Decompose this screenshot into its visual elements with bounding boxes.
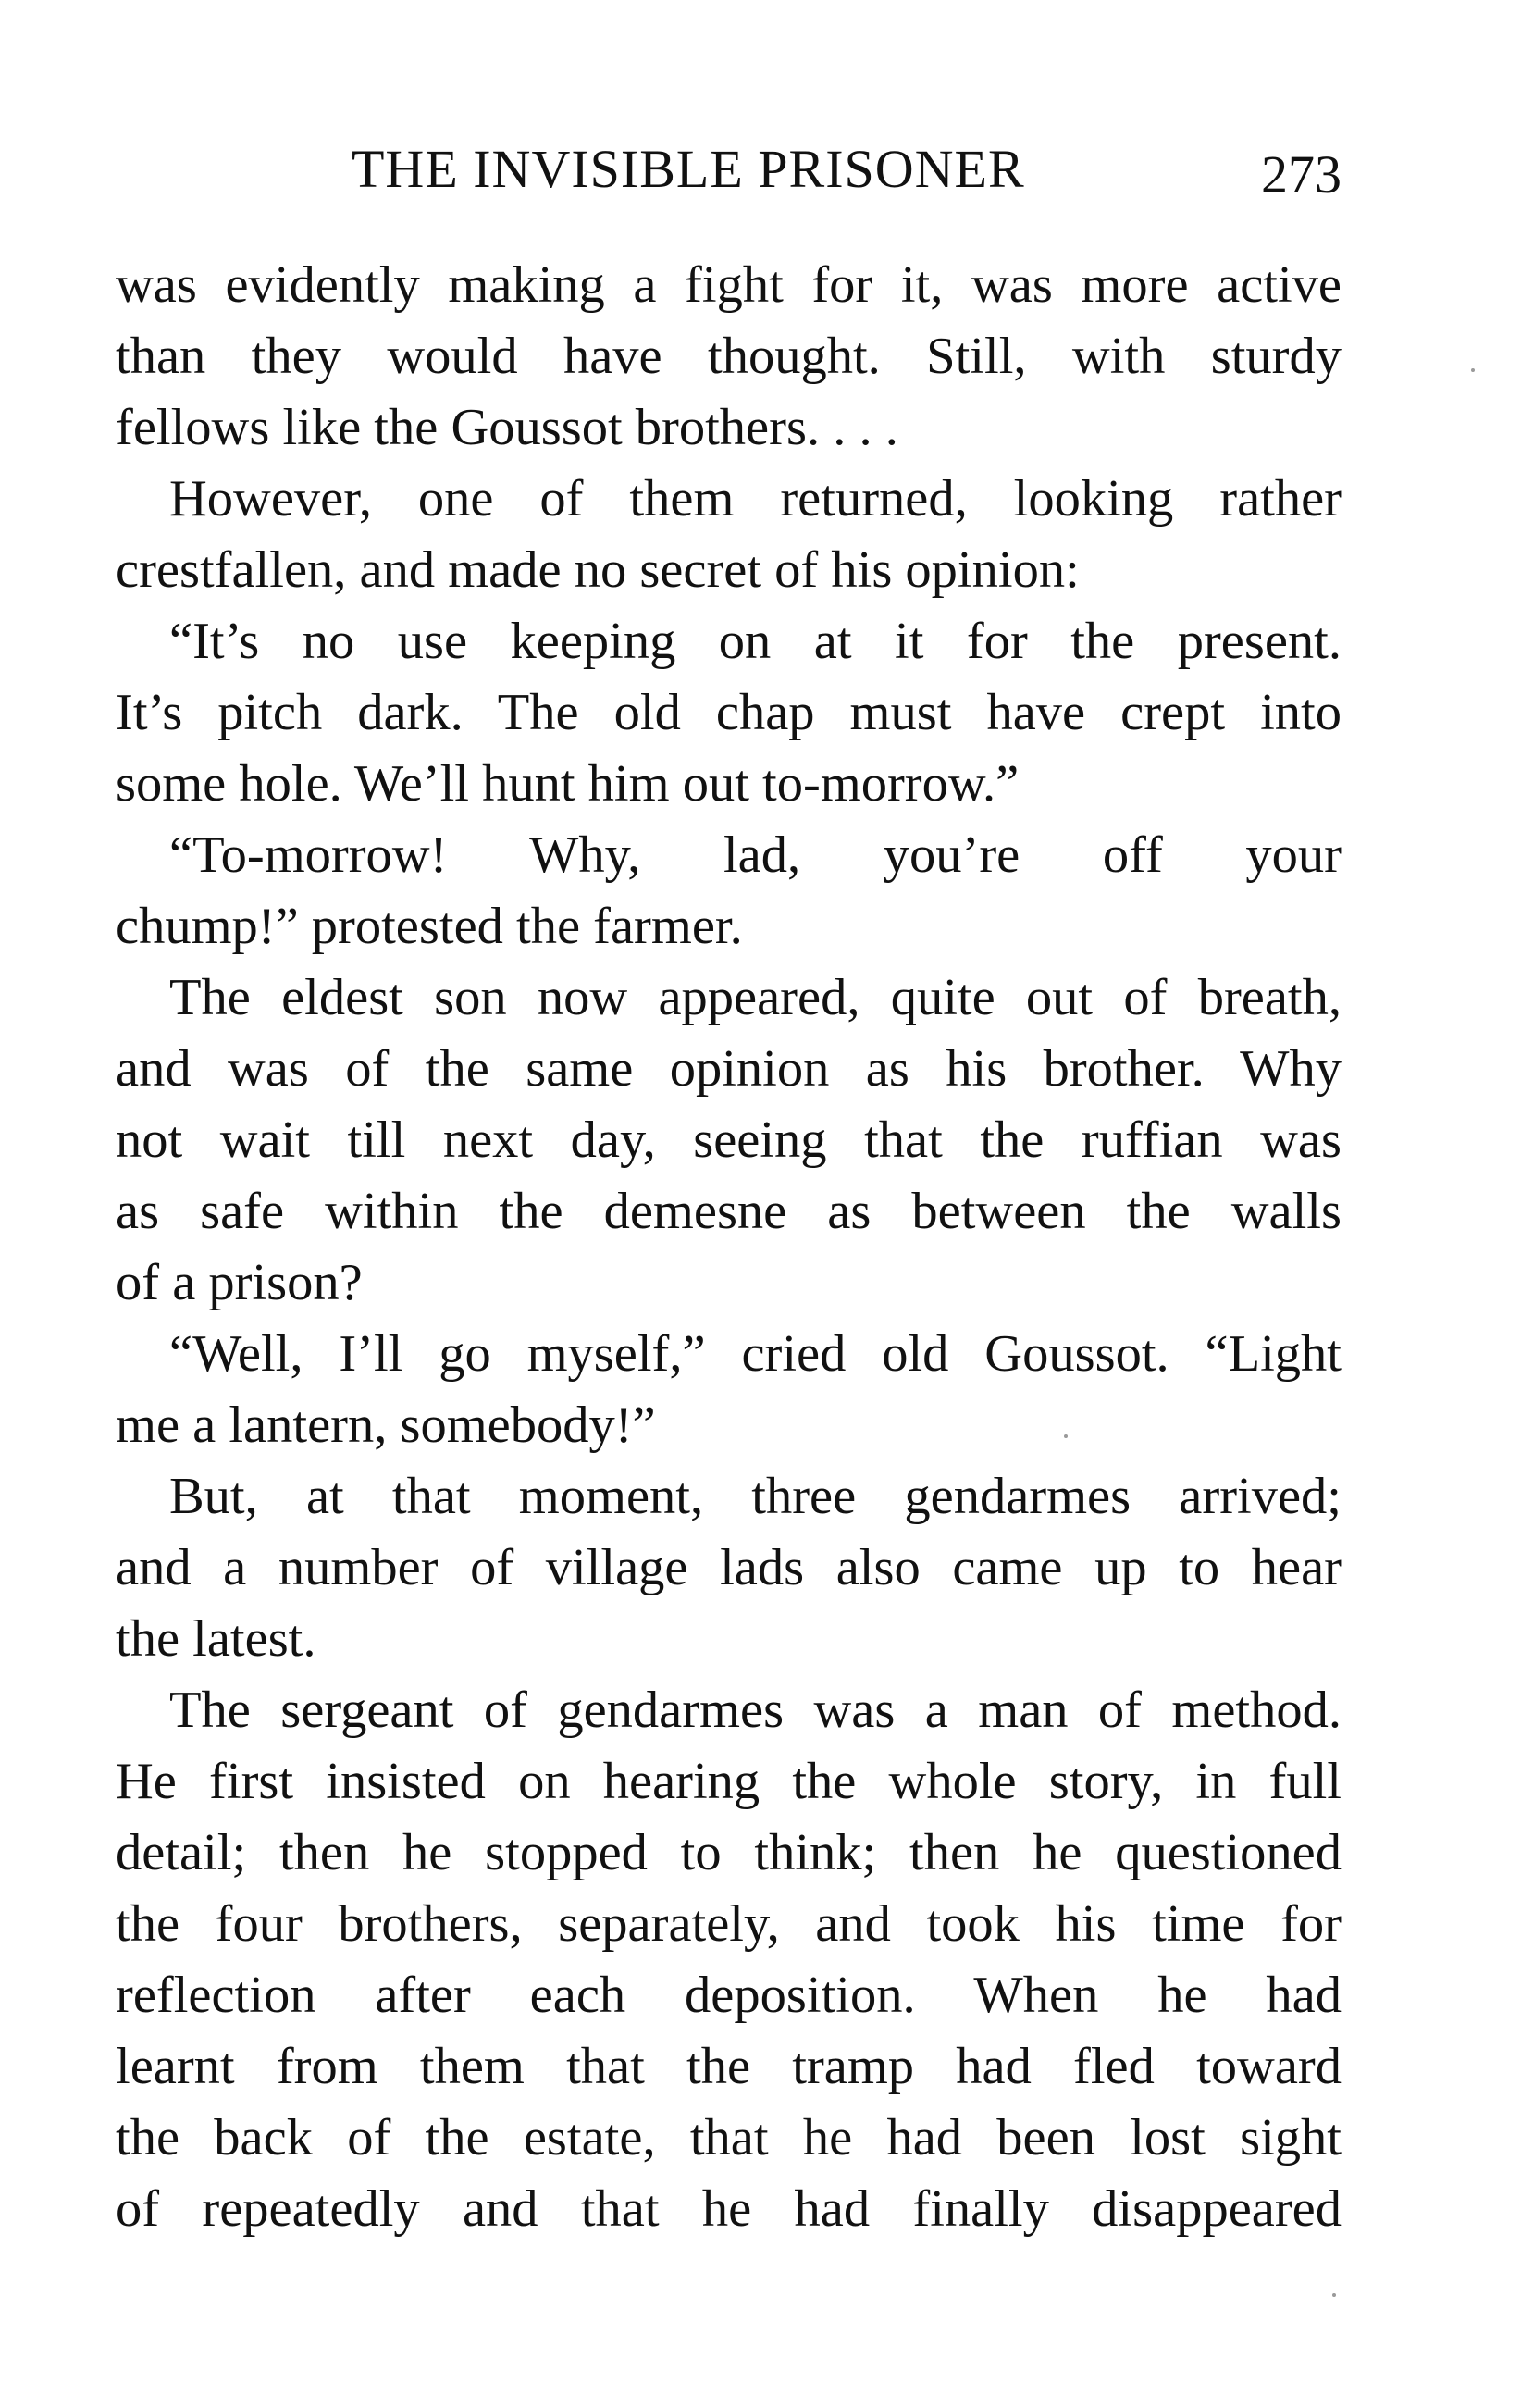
- text-line: The sergeant of gendarmes was a man of method.: [169, 1682, 1342, 1739]
- text-line: not wait till next day, seeing that the ruffian was: [116, 1111, 1342, 1169]
- paper-speck: [1064, 1434, 1068, 1438]
- text-line: was evidently making a fight for it, was more active: [116, 256, 1342, 314]
- text-line: chump!” protested the farmer.: [116, 898, 743, 955]
- text-line: crestfallen, and made no secret of his opinion:: [116, 541, 1080, 599]
- text-line: fellows like the Goussot brothers. . . .: [116, 399, 898, 456]
- paper-speck: [1471, 368, 1475, 372]
- text-line: of a prison?: [116, 1254, 363, 1311]
- running-head: [116, 137, 1342, 211]
- body-text: [116, 250, 1342, 2245]
- text-line: than they would have thought. Still, with sturdy: [116, 328, 1342, 385]
- text-line: some hole. We’ll hunt him out to-morrow.”: [116, 755, 1020, 813]
- text-line: and was of the same opinion as his brother. Why: [116, 1040, 1342, 1098]
- text-line: detail; then he stopped to think; then he questioned: [116, 1824, 1342, 1881]
- text-line: But, at that moment, three gendarmes arrived;: [169, 1468, 1342, 1525]
- text-line: learnt from them that the tramp had fled toward: [116, 2038, 1342, 2095]
- text-line: However, one of them returned, looking rather: [169, 470, 1342, 528]
- text-line: “Well, I’ll go myself,” cried old Goussot. “Light: [169, 1325, 1342, 1383]
- text-line: He first insisted on hearing the whole story, in full: [116, 1753, 1342, 1810]
- text-line: the back of the estate, that he had been lost sight: [116, 2109, 1342, 2166]
- text-line: “It’s no use keeping on at it for the present.: [169, 613, 1342, 670]
- text-line: as safe within the demesne as between the walls: [116, 1183, 1342, 1240]
- text-line: reflection after each deposition. When he had: [116, 1967, 1342, 2024]
- text-line: It’s pitch dark. The old chap must have crept into: [116, 684, 1342, 741]
- text-line: “To-morrow! Why, lad, you’re off your: [169, 826, 1342, 884]
- text-line: me a lantern, somebody!”: [116, 1396, 656, 1454]
- page-number: 273: [1261, 144, 1342, 205]
- text-line: the latest.: [116, 1610, 316, 1668]
- running-title: THE INVISIBLE PRISONER: [352, 139, 1025, 199]
- paper-speck: [1332, 2293, 1336, 2297]
- text-line: and a number of village lads also came up to hear: [116, 1539, 1342, 1596]
- text-line: the four brothers, separately, and took his time for: [116, 1895, 1342, 1953]
- text-line: of repeatedly and that he had finally disappeared: [116, 2180, 1342, 2238]
- text-line: The eldest son now appeared, quite out of breath,: [169, 969, 1342, 1026]
